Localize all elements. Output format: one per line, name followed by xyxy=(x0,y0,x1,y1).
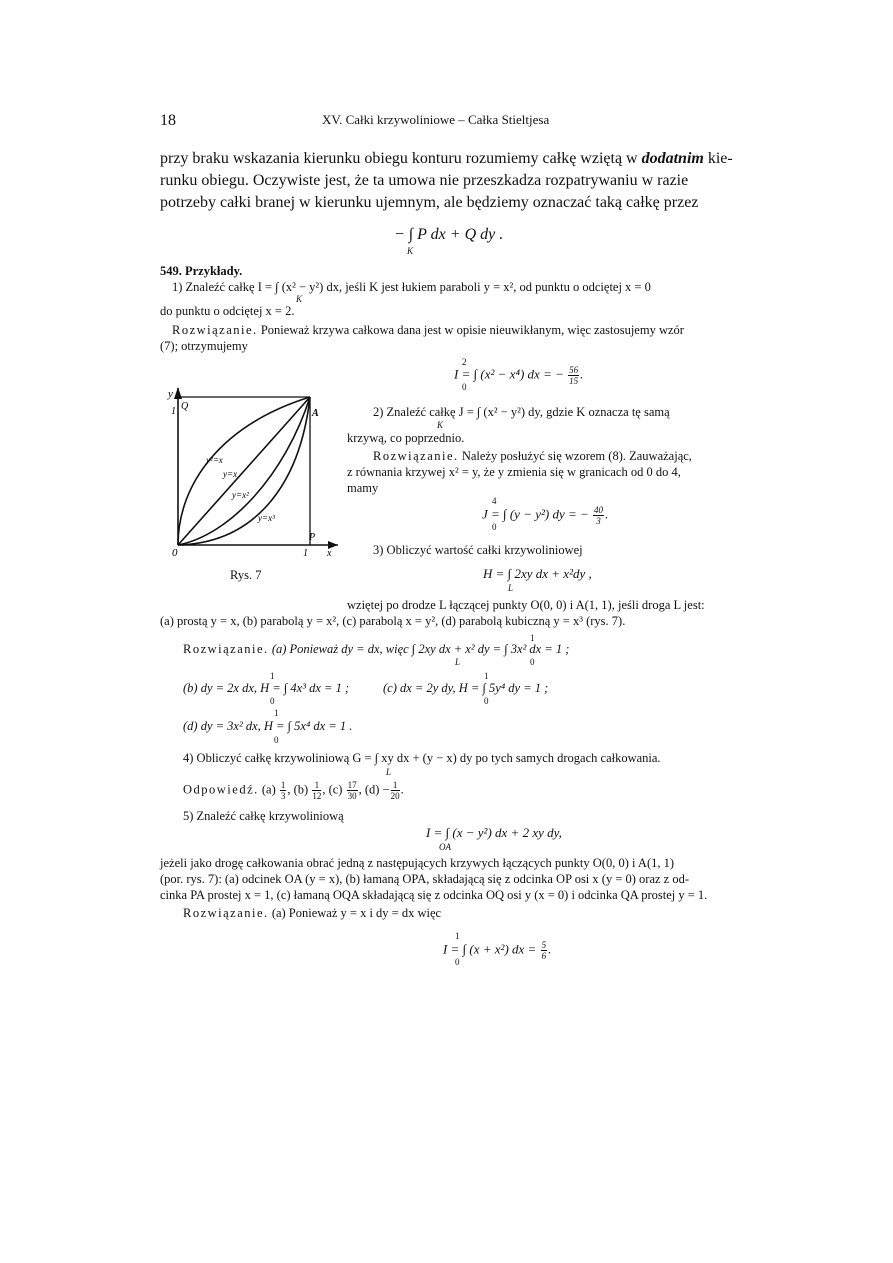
ex3-formula-sub: L xyxy=(508,583,514,593)
ex3a-upper: 1 xyxy=(530,633,535,643)
intro-line-3: potrzeby całki branej w kierunku ujemnym, ale będziemy oznaczać taką całkę przez xyxy=(160,194,699,211)
ex1-sub: K xyxy=(296,294,303,304)
ex3d-upper: 1 xyxy=(274,708,279,718)
ex1-upper: 2 xyxy=(462,357,467,367)
intro-line-1: przy braku wskazania kierunku obiegu konturu rozumiemy całkę wziętą w dodatnim kie- xyxy=(160,150,733,167)
ex3-c: (c) dx = 2y dy, H = ∫ 5y⁴ dy = 1 ; xyxy=(383,681,549,695)
figure-7 xyxy=(160,385,340,560)
ex3-line-2: wziętej po drodze L łączącej punkty O(0, 0) i A(1, 1), jeśli droga L jest: xyxy=(347,598,705,612)
ex5-sub: OA xyxy=(439,842,451,852)
ex4-line: 4) Obliczyć całkę krzywoliniową G = ∫ xy dx + (y − x) dy po tych samych drogach całkowania. xyxy=(183,751,661,765)
fig-one-x: 1 xyxy=(303,548,308,559)
ex3c-upper: 1 xyxy=(484,671,489,681)
ex5-upper: 1 xyxy=(455,931,460,941)
ex2-result: J = ∫ (y − y²) dy = − $\frac{40}{3}$ . xyxy=(482,505,609,526)
fig-label-y-eq-x2: y=x² xyxy=(232,490,249,500)
fig-Q: Q xyxy=(181,401,189,412)
fig-label-y-eq-x: y=x xyxy=(223,469,238,479)
page-number: 18 xyxy=(160,112,176,129)
figure-caption: Rys. 7 xyxy=(230,568,262,582)
ex2-line-2: krzywą, co poprzednio. xyxy=(347,431,465,445)
intro-formula-sub: K xyxy=(407,246,414,256)
ex1-line-2: do punktu o odciętej x = 2. xyxy=(160,304,295,318)
running-title: XV. Całki krzywoliniowe – Całka Stieltjesa xyxy=(322,112,550,127)
fig-x-label: x xyxy=(327,548,332,559)
ex1-solution-2: (7); otrzymujemy xyxy=(160,339,248,353)
ex3a-sub: L xyxy=(455,657,461,667)
ex1-lower: 0 xyxy=(462,382,467,392)
ex4-sub: L xyxy=(386,767,392,777)
ex1-result: I = ∫ (x² − x⁴) dx = − $\frac{56}{15}$ . xyxy=(454,365,584,386)
ex2-solution: Rozwiązanie. Należy posłużyć się wzorem (8). Zauważając, xyxy=(373,449,692,463)
fig-label-y-eq-x3: y=x³ xyxy=(258,513,275,523)
ex4-answer: Odpowiedź. (a) $\frac{1}{3}$ , (b) $\frac{1}{12}$ , (c) $\frac{17}{30}$ , (d) − $\frac{1}{20}$ . xyxy=(183,780,404,801)
ex3-line-3: (a) prostą y = x, (b) parabolą y = x², (c) parabolą x = y², (d) parabolą kubiczną y = x³ (rys. 7). xyxy=(160,614,626,628)
ex3d-lower: 0 xyxy=(274,735,279,745)
ex5-lower: 0 xyxy=(455,957,460,967)
ex3-solution-a: Rozwiązanie. (a) Ponieważ dy = dx, więc ∫ 2xy dx + x² dy = ∫ 3x² dx = 1 ; xyxy=(183,642,570,656)
ex3-d: (d) dy = 3x² dx, H = ∫ 5x⁴ dx = 1 . xyxy=(183,719,353,733)
ex3b-upper: 1 xyxy=(270,671,275,681)
ex3c-lower: 0 xyxy=(484,696,489,706)
ex1-solution: Rozwiązanie. Ponieważ krzywa całkowa dana jest w opisie nieuwikłanym, więc zastosujemy wzór xyxy=(172,323,684,337)
ex2-solution-3: mamy xyxy=(347,481,379,495)
ex5-text-1: jeżeli jako drogę całkowania obrać jedną z następujących krzywych łączących punkty O(0, 0) i A(1, 1) xyxy=(160,856,675,870)
ex2-line-1: 2) Znaleźć całkę J = ∫ (x² − y²) dy, gdzie K oznacza tę samą xyxy=(373,405,670,419)
ex2-lower: 0 xyxy=(492,522,497,532)
ex5-formula: I = ∫ (x − y²) dx + 2 xy dy, xyxy=(426,825,562,840)
ex2-upper: 4 xyxy=(492,496,497,506)
fig-P: P xyxy=(309,532,316,543)
ex3-b: (b) dy = 2x dx, H = ∫ 4x³ dx = 1 ; xyxy=(183,681,350,695)
fig-origin: 0 xyxy=(172,547,178,559)
ex2-sub: K xyxy=(437,420,444,430)
ex3-formula: H = ∫ 2xy dx + x²dy , xyxy=(483,566,592,581)
ex5-text-2: (por. rys. 7): (a) odcinek OA (y = x), (b) łamaną OPA, składającą się z odcinka OP osi x (y = 0) oraz z od- xyxy=(160,872,690,886)
ex5-line: 5) Znaleźć całkę krzywoliniową xyxy=(183,809,344,823)
ex3b-lower: 0 xyxy=(270,696,275,706)
fig-y-label: y xyxy=(168,388,173,400)
fig-one-y: 1 xyxy=(171,406,176,417)
ex3-line-1: 3) Obliczyć wartość całki krzywoliniowej xyxy=(373,543,583,557)
section-heading: 549. Przykłady. xyxy=(160,264,243,278)
ex2-solution-2: z równania krzywej x² = y, że y zmienia się w granicach od 0 do 4, xyxy=(347,465,681,479)
intro-formula: − ∫ P dx + Q dy . xyxy=(394,226,504,243)
ex1-line-1: 1) Znaleźć całkę I = ∫ (x² − y²) dx, jeśli K jest łukiem paraboli y = x², od punktu o odciętej x = 0 xyxy=(172,280,651,294)
ex5-result: I = ∫ (x + x²) dx = $\frac{5}{6}$ . xyxy=(443,940,552,961)
ex5-text-3: cinka PA prostej x = 1, (c) łamaną OQA składającą się z odcinka OQ osi y (x = 0) i odcinka QA prostej y = 1. xyxy=(160,888,708,902)
fig-label-y2-eq-x: y²=x xyxy=(206,455,223,465)
intro-line-2: runku obiegu. Oczywiste jest, że ta umowa nie przeszkadza rozpatrywaniu w razie xyxy=(160,172,689,189)
ex5-solution: Rozwiązanie. (a) Ponieważ y = x i dy = dx więc xyxy=(183,906,442,920)
ex3a-lower: 0 xyxy=(530,657,535,667)
fig-A: A xyxy=(312,408,319,419)
